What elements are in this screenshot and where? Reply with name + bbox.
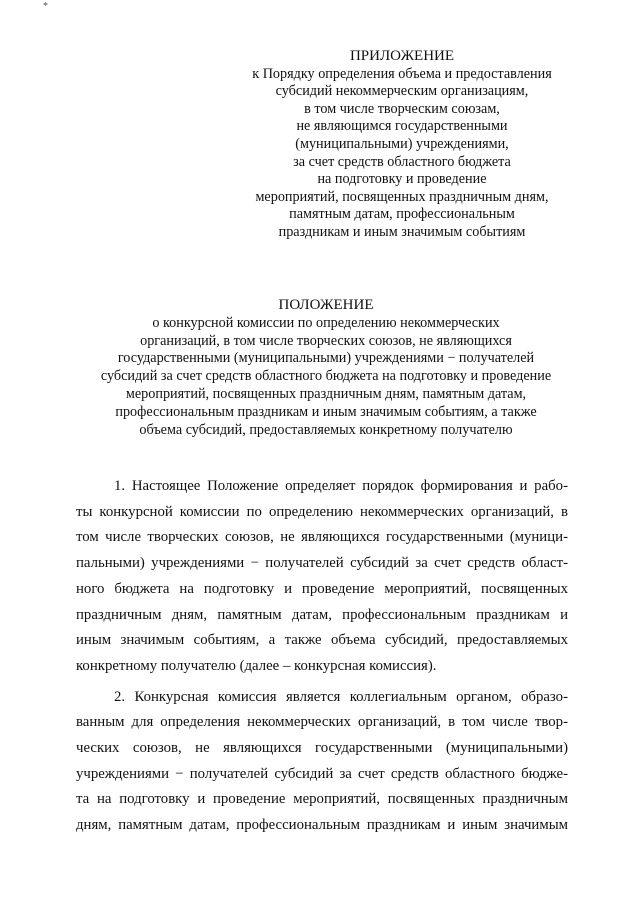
text-line: иным значимым событиям, а также объема субсидий, предоставляемых	[76, 632, 568, 649]
text-line: ческих союзов, не являющихся государственными (муниципальными)	[76, 740, 568, 757]
text-line: 2. Конкурсная комиссия является коллегиальным органом, образо-	[114, 688, 568, 705]
regulation-heading	[70, 297, 582, 439]
text-line: ного бюджета на подготовку и проведение мероприятий, посвященных	[76, 580, 568, 597]
appendix-line: памятным датам, профессиональным	[289, 206, 515, 223]
appendix-line: не являющимся государственными	[296, 118, 508, 135]
appendix-line: (муниципальными) учреждениями,	[295, 135, 509, 152]
regulation-subtitle-line: о конкурсной комиссии по определению некоммерческих	[152, 314, 500, 331]
regulation-title: ПОЛОЖЕНИЕ	[278, 297, 374, 313]
appendix-header	[232, 48, 572, 242]
appendix-line: мероприятий, посвященных праздничным дням,	[255, 188, 549, 205]
regulation-subtitle-line: профессиональным праздникам и иным значимым событиям, а также	[115, 403, 537, 420]
appendix-title: ПРИЛОЖЕНИЕ	[349, 48, 455, 64]
appendix-line: в том числе творческим союзам,	[304, 100, 500, 117]
text-line: учреждениями − получателей субсидий за счет средств областного бюдже-	[76, 765, 568, 782]
text-line: конкретному получателю (далее – конкурсная комиссия).	[76, 657, 437, 674]
regulation-subtitle-line: мероприятий, посвященных праздничным дням, памятным датам,	[125, 385, 527, 402]
appendix-line: за счет средств областного бюджета	[293, 153, 511, 170]
body-text	[76, 474, 568, 839]
text-line: ты конкурсной комиссии по определению некоммерческих организаций, в	[76, 503, 568, 520]
appendix-line: к Порядку определения объема и предоставления	[252, 65, 552, 82]
text-line: том числе творческих союзов, не являющихся государственными (муници-	[76, 529, 568, 546]
text-line: праздничным дням, памятным датам, профессиональным праздникам и	[76, 606, 568, 623]
appendix-line: субсидий некоммерческим организациям,	[275, 83, 529, 100]
text-line: 1. Настоящее Положение определяет порядок формирования и рабо-	[114, 478, 568, 494]
text-line: ванным для определения некоммерческих организаций, в том числе твор-	[76, 714, 568, 731]
paragraph-1	[76, 474, 568, 680]
regulation-subtitle-line: субсидий за счет средств областного бюджета на подготовку и проведение	[100, 368, 552, 385]
text-line: дням, памятным датам, профессиональным праздникам и иным значимым	[76, 817, 568, 834]
regulation-subtitle-line: государственными (муниципальными) учреждениями − получателей	[117, 350, 535, 367]
appendix-line: праздникам и иным значимым событиям	[278, 223, 526, 240]
corner-mark: *	[43, 1, 48, 12]
text-line: пальными) учреждениями − получателей субсидий за счет средств област-	[76, 555, 568, 572]
regulation-subtitle-line: объема субсидий, предоставляемых конкретному получателю	[139, 421, 513, 438]
regulation-subtitle-line: организаций, в том числе творческих союзов, не являющихся	[140, 332, 512, 349]
paragraph-2	[76, 685, 568, 839]
text-line: та на подготовку и проведение мероприятий, посвященных праздничным	[76, 791, 568, 808]
appendix-line: на подготовку и проведение	[317, 171, 487, 188]
